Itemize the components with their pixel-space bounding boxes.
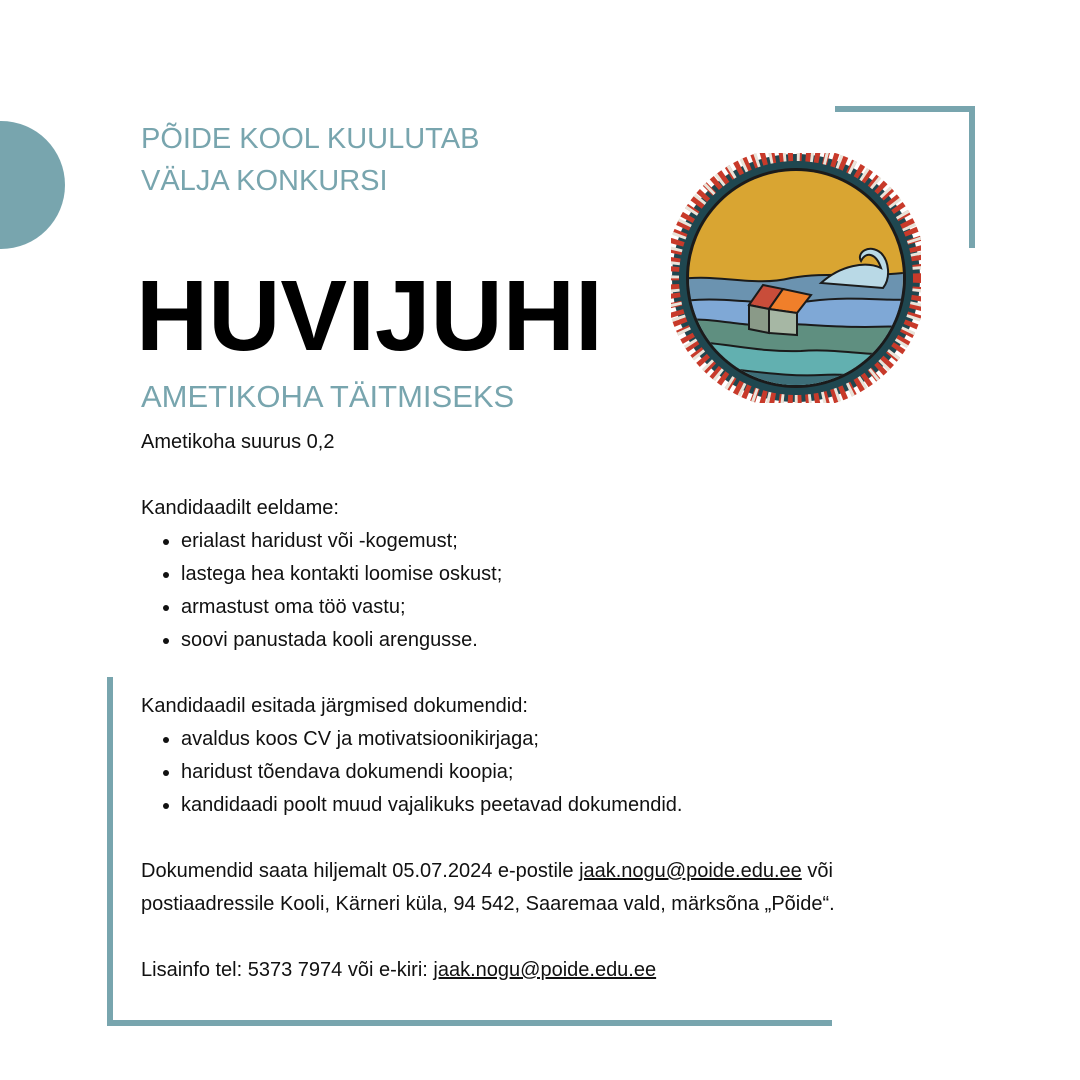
intro-line-2: VÄLJA KONKURSI — [141, 165, 388, 197]
documents-list — [141, 723, 1001, 822]
position-size: Ametikoha suurus 0,2 — [141, 431, 335, 453]
address-text: postiaadressile Kooli, Kärneri küla, 94 542, Saaremaa vald, märksõna „Põide“. — [141, 893, 835, 915]
list-item: • avaldus koos CV ja motivatsioonikirjaga; — [181, 723, 1001, 756]
page-title: HUVIJUHI — [136, 260, 603, 372]
list-item: • haridust tõendava dokumendi koopia; — [181, 756, 1001, 789]
info-email-link[interactable]: jaak.nogu@poide.edu.ee — [433, 959, 657, 981]
documents-heading: Kandidaadil esitada järgmised dokumendid: — [141, 695, 528, 717]
list-item: • lastega hea kontakti loomise oskust; — [181, 558, 1001, 591]
announcement-intro — [141, 118, 479, 202]
job-details — [141, 426, 1001, 987]
expectations-list — [141, 525, 1001, 657]
info-text: Lisainfo tel: 5373 7974 või e-kiri: — [141, 959, 428, 981]
page-subtitle: AMETIKOHA TÄITMISEKS — [141, 379, 515, 414]
deadline-text: Dokumendid saata hiljemalt 05.07.2024 e-postile — [141, 860, 574, 882]
corner-frame-bottom — [107, 1020, 832, 1026]
or-text: või — [807, 860, 833, 882]
email-link[interactable]: jaak.nogu@poide.edu.ee — [579, 860, 802, 882]
list-item: • erialast haridust või -kogemust; — [181, 525, 1001, 558]
list-item: • soovi panustada kooli arengusse. — [181, 624, 1001, 657]
list-item: • kandidaadi poolt muud vajalikuks peetavad dokumendid. — [181, 789, 1001, 822]
corner-frame-left — [107, 677, 113, 1026]
corner-frame-right — [969, 106, 975, 248]
expectations-heading: Kandidaadilt eeldame: — [141, 497, 339, 519]
list-item: • armastust oma töö vastu; — [181, 591, 1001, 624]
intro-line-1: PÕIDE KOOL KUULUTAB — [141, 123, 480, 155]
submission-info — [141, 855, 1001, 921]
school-emblem-icon — [671, 153, 921, 403]
decorative-circle — [0, 121, 65, 249]
corner-frame-top — [835, 106, 975, 112]
contact-info — [141, 954, 1001, 987]
